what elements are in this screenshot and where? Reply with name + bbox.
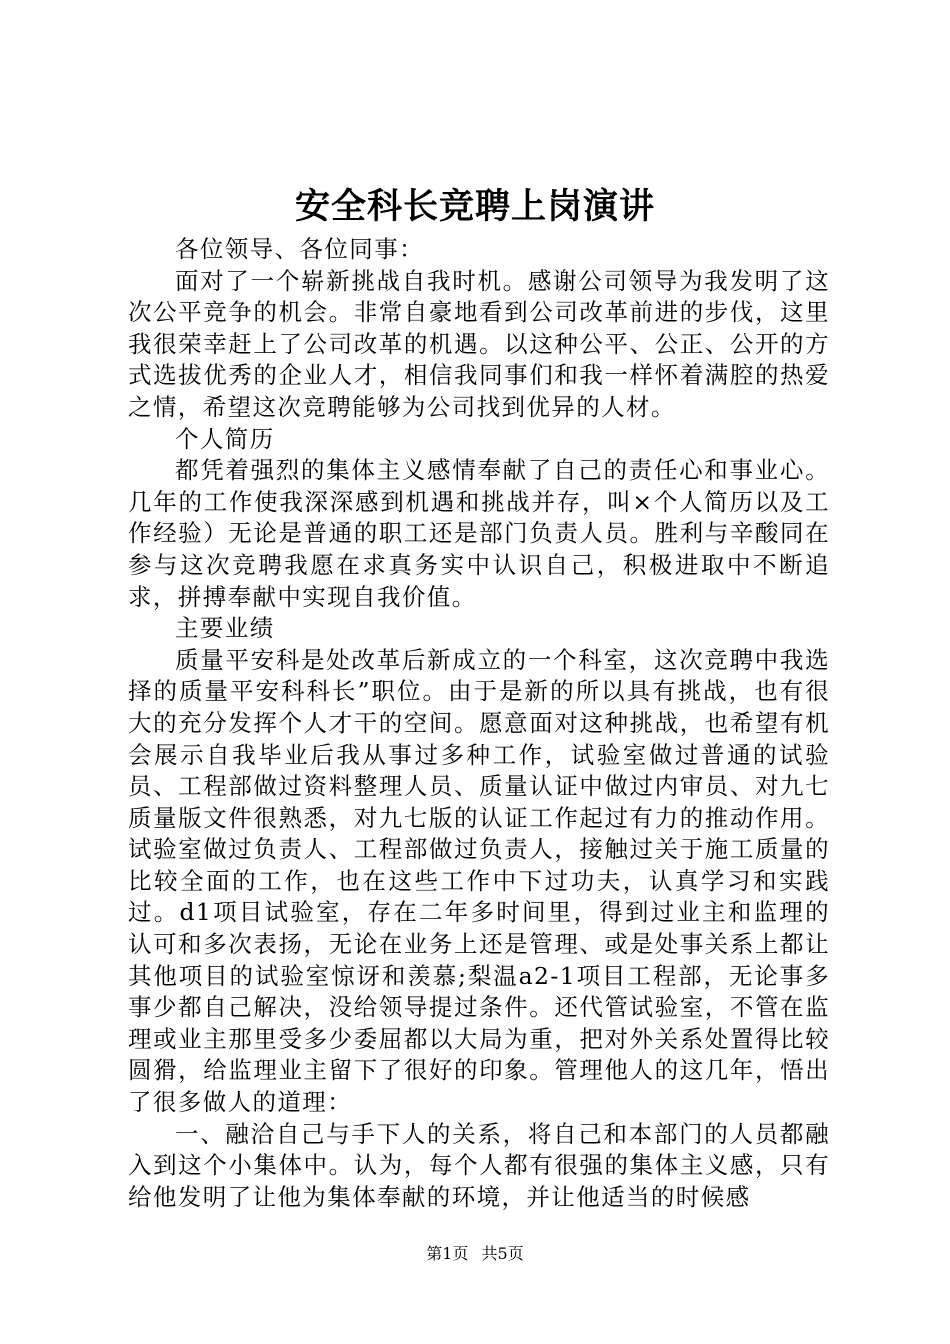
- document-body: [128, 234, 830, 1213]
- section-heading-resume: 个人简历: [175, 424, 275, 453]
- paragraph-achievements: 质量平安科是处改革后新成立的一个科室，这次竞聘中我选择的质量平安科科长”职位。由于是新的所以具有挑战，也有很大的充分发挥个人才干的空间。愿意面对这种挑战，也希望有机会展示自我毕业后我从事过多种工作，试验室做过普通的试验员、工程部做过资料整理人员、质量认证中做过内审员、对九七质量版文件很熟悉，对九七版的认证工作起过有力的推动作用。试验室做过负责人、工程部做过负责人，接触过关于施工质量的比较全面的工作，也在这些工作中下过功夫，认真学习和实践过。d1项目试验室，存在二年多时间里，得到过业主和监理的认可和多次表扬，无论在业务上还是管理、或是处事关系上都让其他项目的试验室惊讶和羡慕;梨温a2-1项目工程部，无论事多事少都自己解决，没给领导提过条件。还代管试验室，不管在监理或业主那里受多少委屈都以大局为重，把对外关系处置得比较圆猾，给监理业主留下了很好的印象。管理他人的这几年，悟出了很多做人的道理：: [128, 645, 830, 1117]
- document-title: 安全科长竞聘上岗演讲: [294, 186, 655, 227]
- page-number-total: 共5页: [481, 1244, 524, 1263]
- page-number-current: 第1页: [426, 1244, 469, 1263]
- paragraph-point-one: 一、融洽自己与手下人的关系，将自己和本部门的人员都融入到这个小集体中。认为，每个人都有很强的集体主义感，只有给他发明了让他为集体奉献的环境，并让他适当的时候感: [128, 1119, 830, 1211]
- section-heading-achievements: 主要业绩: [175, 614, 275, 643]
- paragraph-intro: 面对了一个崭新挑战自我时机。感谢公司领导为我发明了这次公平竞争的机会。非常自豪地看到公司改革前进的步伐，这里我很荣幸赶上了公司改革的机遇。以这种公平、公正、公开的方式选拔优秀的企业人才，相信我同事们和我一样怀着满腔的热爱之情，希望这次竞聘能够为公司找到优异的人材。: [128, 266, 830, 421]
- page-footer: [0, 1243, 950, 1265]
- paragraph-resume: 都凭着强烈的集体主义感情奉献了自己的责任心和事业心。几年的工作使我深深感到机遇和挑战并存，叫×个人简历以及工作经验）无论是普通的职工还是部门负责人员。胜利与辛酸同在参与这次竞聘我愿在求真务实中认识自己，积极进取中不断追求，拼搏奉献中实现自我价值。: [128, 456, 830, 611]
- paragraph-greeting: 各位领导、各位同事：: [175, 235, 424, 263]
